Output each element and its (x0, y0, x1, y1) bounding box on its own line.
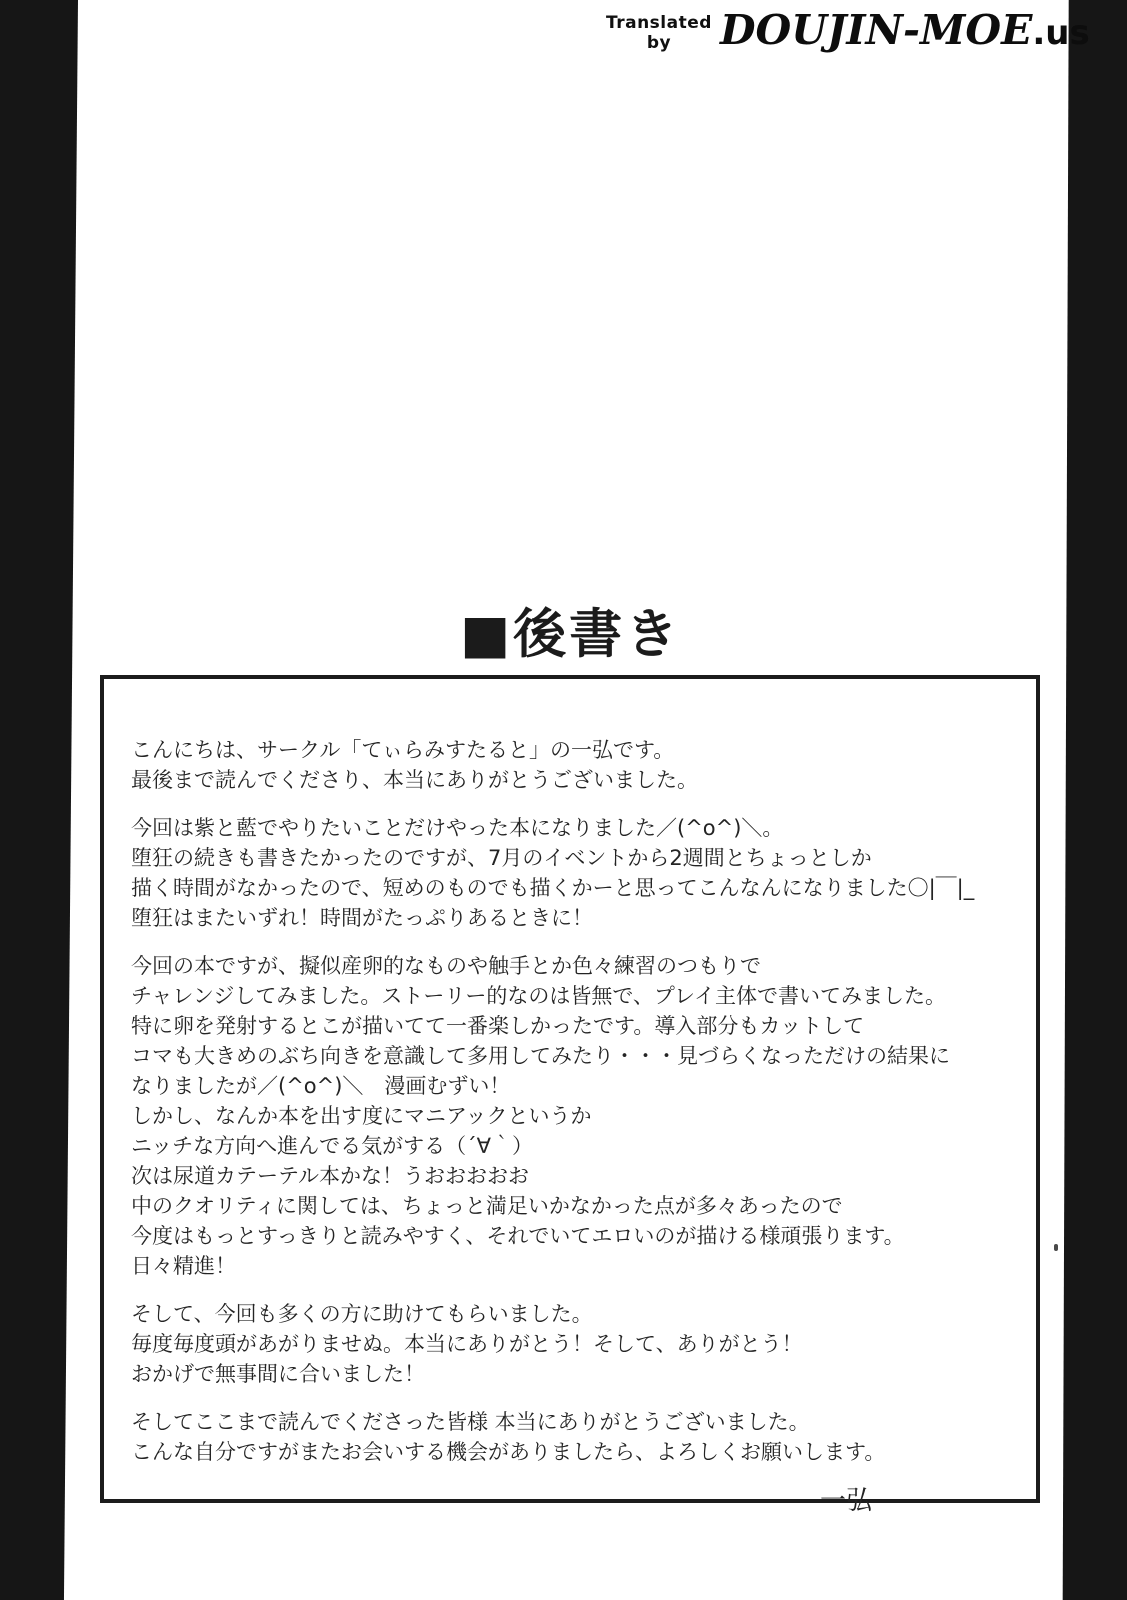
text-line: チャレンジしてみました。ストーリー的なのは皆無で、プレイ主体で書いてみました。 (131, 984, 947, 1008)
text-line: 今回は紫と藍でやりたいことだけやった本になりました／(^o^)＼。 (131, 816, 784, 840)
text-line: そしてここまで読んでくださった皆様 本当にありがとうございました。 (131, 1410, 810, 1434)
translated-by-line2: by (646, 33, 672, 53)
text-line: なりましたが／(^o^)＼ 漫画むずい！ (131, 1074, 511, 1098)
translator-credit (606, 6, 1090, 54)
doujin-moe-logo (720, 6, 1090, 54)
text-line: 毎度毎度頭があがりませぬ。本当にありがとう！そして、ありがとう！ (131, 1332, 803, 1356)
text-line: 描く時間がなかったので、短めのものでも描くかーと思ってこんなんになりました〇|￣|_ (131, 876, 975, 900)
translated-by-line1: Translated (606, 13, 712, 33)
scan-border-left (0, 0, 78, 1600)
text-line: 中のクオリティに関しては、ちょっと満足いかなかった点が多々あったので (131, 1194, 843, 1218)
text-line: 最後まで読んでくださり、本当にありがとうございました。 (131, 768, 698, 792)
text-line: 次は尿道カテーテル本かな！うおおおおお (131, 1164, 529, 1188)
text-line: 今回の本ですが、擬似産卵的なものや触手とか色々練習のつもりで (131, 954, 761, 978)
afterword-paragraph-2 (131, 813, 1012, 933)
logo-wordmark: DOUJIN-MOE (719, 6, 1033, 54)
translated-by-label (606, 13, 712, 53)
afterword-paragraph-5 (131, 1407, 1012, 1467)
afterword-paragraph-4 (131, 1299, 1012, 1389)
author-signature: 一弘 (819, 1486, 872, 1516)
text-line: こんな自分ですがまたお会いする機会がありましたら、よろしくお願いします。 (131, 1440, 886, 1464)
text-line: 今度はもっとすっきりと読みやすく、それでいてエロいのが描ける様頑張ります。 (131, 1224, 905, 1248)
logo-domain-suffix: .us (1032, 13, 1090, 53)
afterword-paragraph-1 (131, 735, 1012, 795)
text-line: おかげで無事間に合いました！ (131, 1362, 425, 1386)
afterword-paragraph-3 (131, 951, 1012, 1281)
text-line: しかし、なんか本を出す度にマニアックというか (131, 1104, 592, 1128)
text-line: 堕狂はまたいずれ！時間がたっぷりあるときに！ (131, 906, 593, 930)
afterword-box (100, 675, 1040, 1516)
scan-artifact-dot (1054, 1244, 1058, 1251)
page-title: ■後書き (460, 604, 682, 665)
text-line: そして、今回も多くの方に助けてもらいました。 (131, 1302, 593, 1326)
text-line: こんにちは、サークル「てぃらみすたると」の一弘です。 (131, 738, 675, 762)
text-line: ニッチな方向へ進んでる気がする（´∀｀） (131, 1134, 534, 1158)
text-line: 特に卵を発射するとこが描いてて一番楽しかったです。導入部分もカットして (131, 1014, 865, 1038)
text-line: 堕狂の続きも書きたかったのですが、7月のイベントから2週間とちょっとしか (131, 846, 872, 870)
scan-border-right (1060, 0, 1127, 1600)
text-line: 日々精進！ (131, 1254, 236, 1278)
text-line: コマも大きめのぶち向きを意識して多用してみたり・・・見づらくなっただけの結果に (131, 1044, 950, 1068)
